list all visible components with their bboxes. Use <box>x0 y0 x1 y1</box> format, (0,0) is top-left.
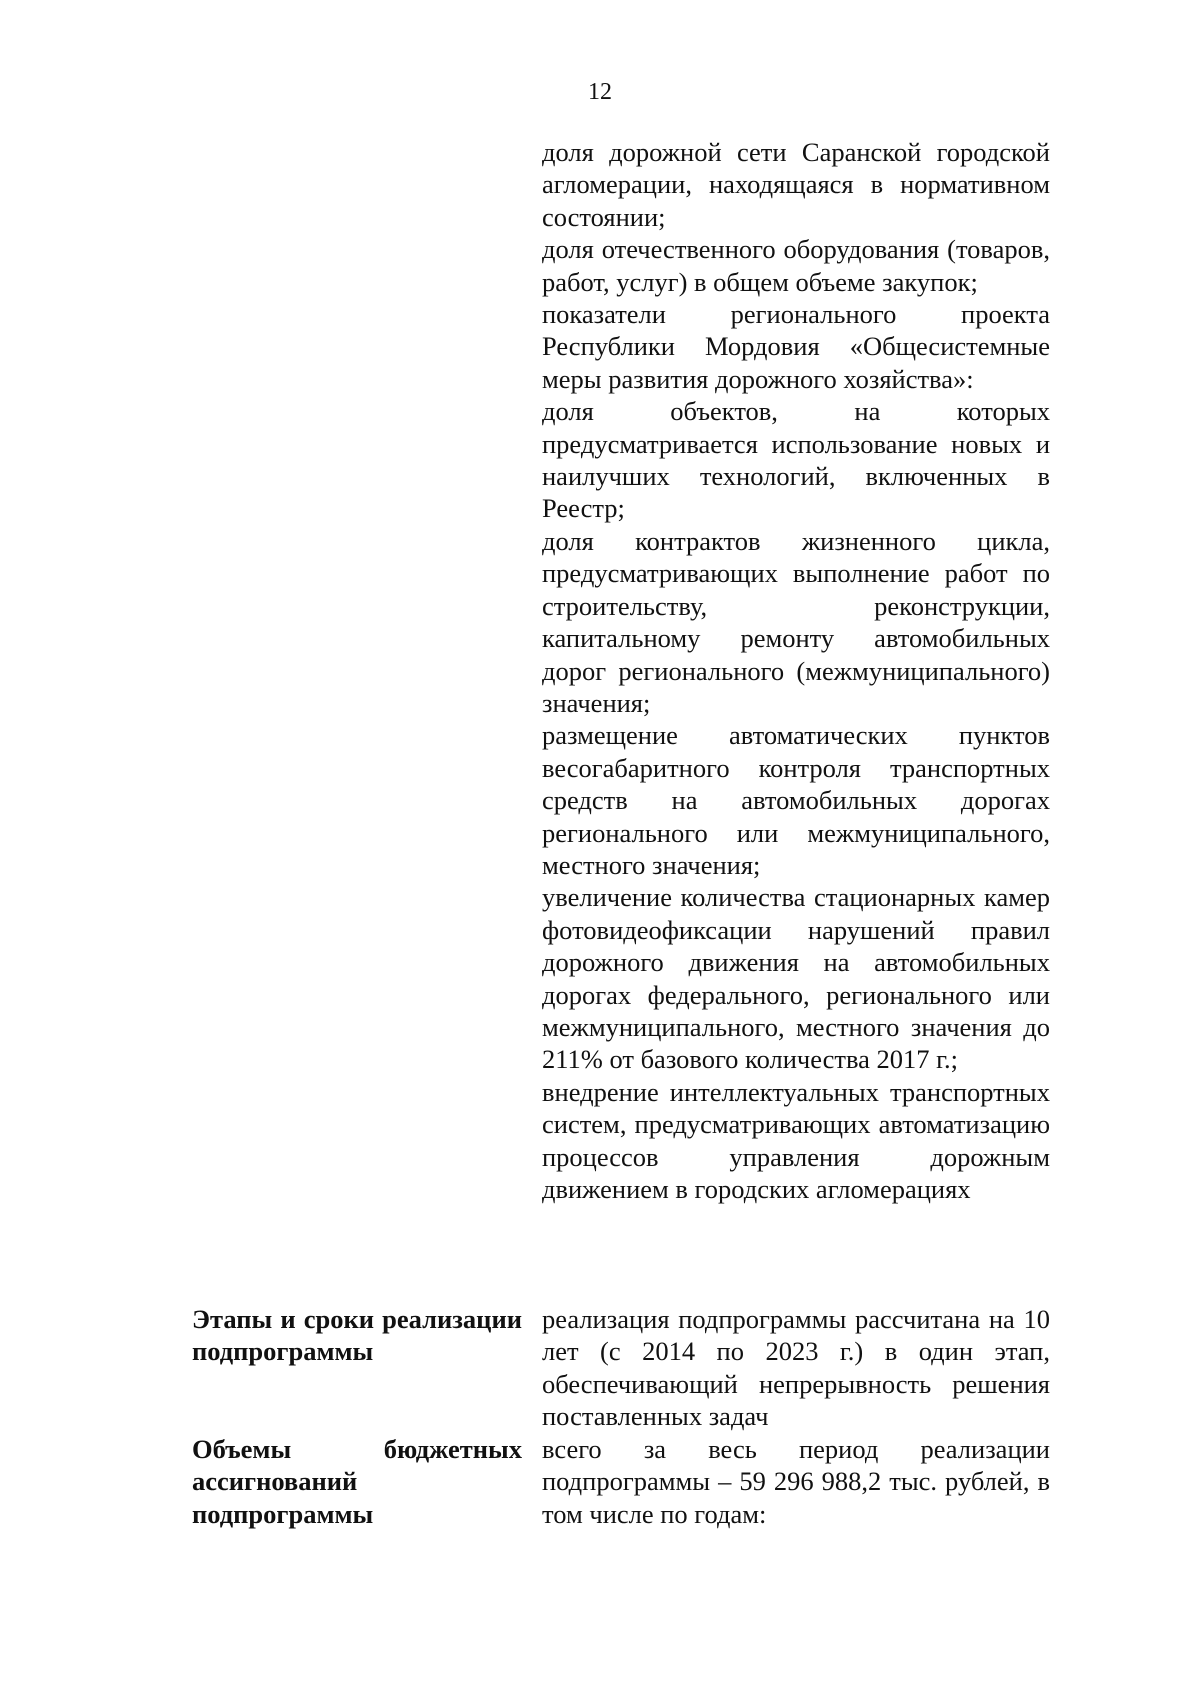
indicator-item: доля отечественного оборудования (товаров, работ, услуг) в общем объеме закупок; <box>542 234 1050 297</box>
indicator-item: показатели регионального проекта Республики Мордовия «Общесистемные меры развития дорожного хозяйства»: <box>542 299 1050 394</box>
volumes-label: Объемы бюджетных ассигнований подпрограммы <box>192 1434 522 1529</box>
stages-label: Этапы и сроки реализации подпрограммы <box>192 1304 522 1367</box>
indicators-list <box>542 136 1050 1205</box>
page-number: 12 <box>588 79 612 105</box>
stages-value-cell <box>542 1303 1050 1433</box>
indicator-item: внедрение интеллектуальных транспортных систем, предусматривающих автоматизацию процессов управления дорожным движением в городских агломерациях <box>542 1076 1050 1204</box>
indicator-item: увеличение количества стационарных камер фотовидеофиксации нарушений правил дорожного движения на автомобильных дорогах федерального, регионального или межмуниципального, местного значения до 211% от базового количества 2017 г.; <box>542 882 1050 1075</box>
volumes-text: всего за весь период реализации подпрограммы – 59 296 988,2 тыс. рублей, в том числе по годам: <box>542 1434 1050 1529</box>
volumes-label-cell <box>192 1433 522 1530</box>
volumes-value-cell <box>542 1433 1050 1530</box>
indicator-item: размещение автоматических пунктов весогабаритного контроля транспортных средств на автомобильных дорогах регионального или межмуниципального, местного значения; <box>542 720 1050 880</box>
indicator-item: доля объектов, на которых предусматривается использование новых и наилучших технологий, включенных в Реестр; <box>542 396 1050 524</box>
indicator-item: доля дорожной сети Саранской городской агломерации, находящаяся в нормативном состоянии; <box>542 137 1050 232</box>
indicator-item: доля контрактов жизненного цикла, предусматривающих выполнение работ по строительству, реконструкции, капитальному ремонту автомобильных дорог регионального (межмуниципального) значения; <box>542 525 1050 718</box>
stages-label-cell <box>192 1303 522 1368</box>
stages-text: реализация подпрограммы рассчитана на 10 лет (с 2014 по 2023 г.) в один этап, обеспечивающий непрерывность решения поставленных задач <box>542 1304 1050 1432</box>
